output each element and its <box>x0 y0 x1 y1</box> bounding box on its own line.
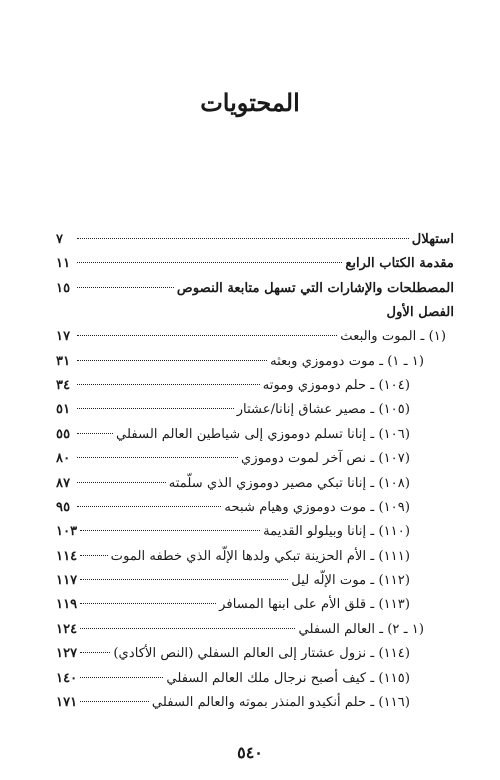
dot-leader <box>77 433 113 434</box>
dot-leader <box>77 360 267 361</box>
toc-entry-text: المصطلحات والإشارات التي تسهل متابعة النصوص <box>176 280 454 296</box>
toc-entry <box>56 520 454 544</box>
toc-entry <box>56 350 454 374</box>
toc-entry-page: ٥٥ <box>56 426 71 442</box>
toc-entry <box>56 423 454 447</box>
table-of-contents <box>56 228 454 715</box>
toc-entry-page: ٩٥ <box>56 499 71 515</box>
toc-entry-text: (١٠٧) ـ نص آخر لموت دوموزي <box>241 451 410 467</box>
toc-entry-page: ١٢٧ <box>56 646 78 662</box>
toc-entry-page: ٣٤ <box>56 377 71 393</box>
toc-entry-text: (١ ـ ١) ـ موت دوموزي وبعثه <box>270 353 424 369</box>
toc-entry-page: ١١ <box>56 256 71 272</box>
toc-entry <box>56 569 454 593</box>
toc-entry-page: ٨٧ <box>56 475 71 491</box>
toc-entry-text: (١١١) ـ الأم الحزينة تبكي ولدها الإلّه الذي خطفه الموت <box>110 548 410 564</box>
toc-entry-text: (١٠٨) ـ إنانا تبكي مصير دوموزي الذي سلّمته <box>168 475 410 491</box>
toc-entry-text: مقدمة الكتاب الرابع <box>345 256 454 272</box>
page-number: ٥٤٠ <box>237 743 263 762</box>
toc-entry-text: استهلال <box>411 232 454 247</box>
toc-entry <box>56 252 454 276</box>
dot-leader <box>77 262 342 263</box>
dot-leader <box>77 457 238 458</box>
toc-entry-page: ١٠٣ <box>56 524 78 540</box>
toc-entry-page: ٥١ <box>56 402 71 418</box>
section-heading: الفصل الأول <box>386 305 454 321</box>
dot-leader <box>80 677 163 678</box>
toc-entry-page: ١١٤ <box>56 548 78 564</box>
dot-leader <box>80 555 107 556</box>
toc-entry-text: (١ ـ ٢) ـ العالم السفلي <box>298 621 424 637</box>
dot-leader <box>80 628 295 629</box>
toc-entry-text: (١١٤) ـ نزول عشتار إلى العالم السفلي (النص الأكادي) <box>113 646 410 662</box>
toc-entry <box>56 642 454 666</box>
toc-entry <box>56 325 454 349</box>
toc-entry-page: ١١٧ <box>56 573 78 589</box>
toc-entry <box>56 228 454 252</box>
toc-entry-text: (١١٥) ـ كيف أصبح نرجال ملك العالم السفلي <box>166 670 410 686</box>
dot-leader <box>80 603 216 604</box>
toc-entry-page: ١٧ <box>56 329 71 345</box>
toc-entry <box>56 667 454 691</box>
dot-leader <box>77 506 221 507</box>
toc-entry <box>56 593 454 617</box>
dot-leader <box>77 408 234 409</box>
dot-leader <box>80 652 110 653</box>
toc-entry-text: (١٠٦) ـ إنانا تسلم دوموزي إلى شياطين العالم السفلي <box>116 426 410 442</box>
toc-entry <box>56 545 454 569</box>
dot-leader <box>77 384 260 385</box>
toc-entry-text: (١١٣) ـ قلق الأم على ابنها المسافر <box>219 597 410 613</box>
dot-leader <box>80 701 149 702</box>
toc-entry-text: (١) ـ الموت والبعث <box>340 329 446 345</box>
toc-entry-page: ١١٩ <box>56 597 78 613</box>
toc-entry <box>56 374 454 398</box>
toc-entry <box>56 472 454 496</box>
toc-entry-page: ١٥ <box>56 280 71 296</box>
toc-entry <box>56 618 454 642</box>
toc-entry <box>56 496 454 520</box>
toc-entry-text: (١١٢) ـ موت الإلّه ليل <box>291 573 410 589</box>
dot-leader <box>77 482 166 483</box>
toc-entry-page: ٣١ <box>56 353 71 369</box>
dot-leader <box>80 579 288 580</box>
toc-entry <box>56 277 454 301</box>
toc-entry-page: ١٢٤ <box>56 621 78 637</box>
toc-entry-page: ٧ <box>56 232 64 247</box>
dot-leader <box>80 530 260 531</box>
toc-entry <box>56 398 454 422</box>
toc-entry-page: ١٤٠ <box>56 670 78 686</box>
toc-entry-page: ٨٠ <box>56 451 71 467</box>
toc-entry-text: (١٠٩) ـ موت دوموزي وهيام شبحه <box>224 499 410 515</box>
toc-entry-text: (١٠٥) ـ مصير عشاق إنانا/عشتار <box>236 402 410 418</box>
page-title: المحتويات <box>200 88 300 117</box>
toc-entry-page: ١٧١ <box>56 695 78 711</box>
toc-entry-text: (١٠٤) ـ حلم دوموزي وموته <box>262 377 410 393</box>
dot-leader <box>77 238 409 239</box>
dot-leader <box>77 287 174 288</box>
toc-entry-text: (١١٦) ـ حلم أنكيدو المنذر بموته والعالم السفلي <box>151 695 410 711</box>
toc-entry-text: (١١٠) ـ إنانا وبيلولو القديمة <box>263 524 410 540</box>
toc-entry <box>56 691 454 715</box>
dot-leader <box>77 335 337 336</box>
toc-entry <box>56 447 454 471</box>
